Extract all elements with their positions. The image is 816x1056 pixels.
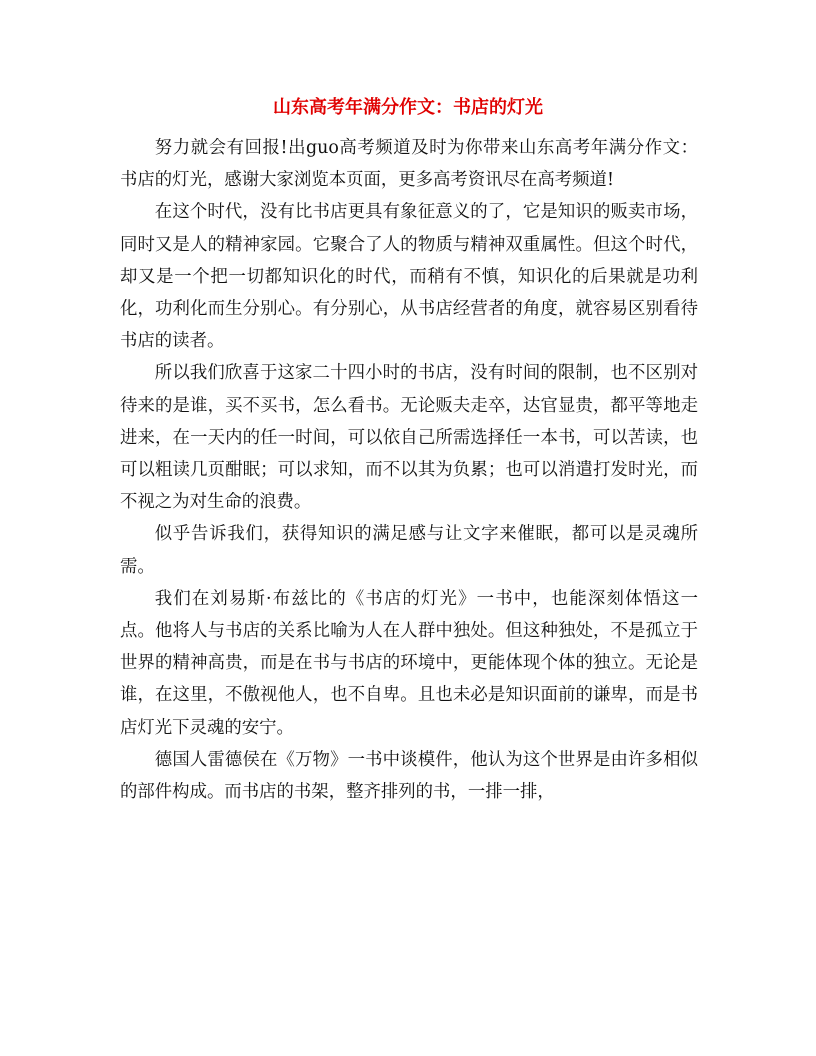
paragraph-2: 在这个时代，没有比书店更具有象征意义的了，它是知识的贩卖市场，同时又是人的精神家园。它聚合了人的物质与精神双重属性。但这个时代，却又是一个把一切都知识化的时代，而稍有不慎，知识化的后果就是功利化，功利化而生分别心。有分别心，从书店经营者的角度，就容易区别看待书店的读者。 — [120, 202, 698, 352]
document-body — [120, 132, 698, 808]
paragraph-5: 我们在刘易斯·布兹比的《书店的灯光》一书中，也能深刻体悟这一点。他将人与书店的关系比喻为人在人群中独处。但这种独处，不是孤立于世界的精神高贵，而是在书与书店的环境中，更能体现个体的独立。无论是谁，在这里，不傲视他人，也不自卑。且也未必是知识面前的谦卑，而是书店灯光下灵魂的安宁。 — [120, 588, 698, 738]
paragraph-3: 所以我们欣喜于这家二十四小时的书店，没有时间的限制，也不区别对待来的是谁，买不买书，怎么看书。无论贩夫走卒，达官显贵，都平等地走进来，在一天内的任一时间，可以依自己所需选择任一本书，可以苦读，也可以粗读几页酣眠；可以求知，而不以其为负累；也可以消遣打发时光，而不视之为对生命的浪费。 — [120, 363, 698, 513]
document-title: 山东高考年满分作文：书店的灯光 — [273, 97, 543, 118]
paragraph-4: 似乎告诉我们，获得知识的满足感与让文字来催眠，都可以是灵魂所需。 — [120, 524, 698, 577]
paragraph-1: 努力就会有回报!出guo高考频道及时为你带来山东高考年满分作文：书店的灯光，感谢大家浏览本页面，更多高考资讯尽在高考频道! — [120, 138, 698, 191]
paragraph-6: 德国人雷德侯在《万物》一书中谈模件，他认为这个世界是由许多相似的部件构成。而书店的书架，整齐排列的书，一排一排， — [120, 749, 698, 803]
